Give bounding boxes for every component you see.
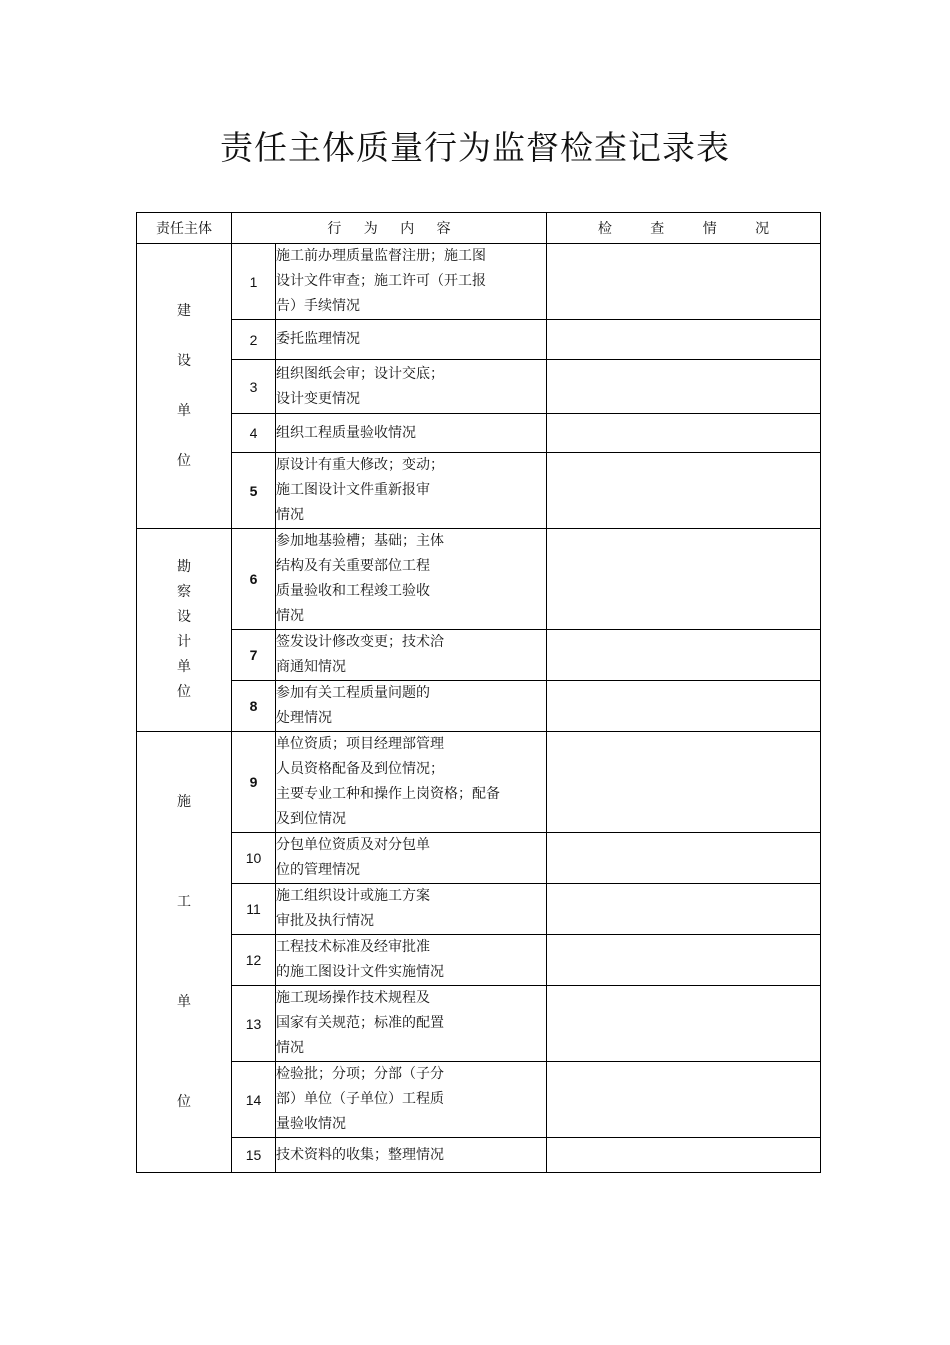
table-row <box>137 320 821 360</box>
party-label-char: 勘 <box>177 559 191 575</box>
behavior-content <box>276 630 547 681</box>
content-line: 施工现场操作技术规程及 <box>276 990 430 1006</box>
header-party: 责任主体 <box>137 213 232 244</box>
behavior-content <box>276 1138 547 1173</box>
behavior-content <box>276 1062 547 1138</box>
content-line: 告）手续情况 <box>276 298 360 314</box>
party-label-char: 施 <box>177 793 191 810</box>
content-line: 情况 <box>276 507 304 523</box>
party-label-char: 单 <box>177 402 191 419</box>
content-line: 施工图设计文件重新报审 <box>276 482 430 498</box>
item-number: 5 <box>232 453 276 529</box>
table-row <box>137 630 821 681</box>
item-number: 7 <box>232 630 276 681</box>
table-row <box>137 935 821 986</box>
check-result-cell[interactable] <box>547 360 821 414</box>
item-number: 9 <box>232 732 276 833</box>
content-line: 位的管理情况 <box>276 862 360 878</box>
table-row <box>137 1062 821 1138</box>
party-label-char: 位 <box>177 452 191 469</box>
responsible-party-cell <box>137 529 232 732</box>
content-line: 审批及执行情况 <box>276 913 374 929</box>
table-row <box>137 414 821 453</box>
item-number: 6 <box>232 529 276 630</box>
check-result-cell[interactable] <box>547 414 821 453</box>
check-result-cell[interactable] <box>547 732 821 833</box>
check-result-cell[interactable] <box>547 1062 821 1138</box>
table-row <box>137 681 821 732</box>
behavior-content <box>276 884 547 935</box>
table-row <box>137 833 821 884</box>
party-label-char: 单 <box>177 659 191 675</box>
content-line: 参加地基验槽；基础；主体 <box>276 533 444 549</box>
party-label-char: 计 <box>177 634 191 650</box>
content-line: 检验批；分项；分部（子分 <box>276 1066 444 1082</box>
table-row <box>137 529 821 630</box>
inspection-record-table <box>136 212 821 1173</box>
table-row <box>137 360 821 414</box>
content-line: 商通知情况 <box>276 659 346 675</box>
item-number: 10 <box>232 833 276 884</box>
content-line: 原设计有重大修改；变动； <box>276 457 444 473</box>
content-line: 工程技术标准及经审批准 <box>276 939 430 955</box>
responsible-party-cell <box>137 244 232 529</box>
table-row <box>137 244 821 320</box>
header-content: 行 为 内 容 <box>232 213 547 244</box>
check-result-cell[interactable] <box>547 681 821 732</box>
behavior-content <box>276 244 547 320</box>
table-row <box>137 884 821 935</box>
item-number: 14 <box>232 1062 276 1138</box>
behavior-content <box>276 833 547 884</box>
content-line: 处理情况 <box>276 710 332 726</box>
responsible-party-cell <box>137 732 232 1173</box>
party-label-char: 察 <box>177 584 191 600</box>
check-result-cell[interactable] <box>547 453 821 529</box>
content-line: 结构及有关重要部位工程 <box>276 558 430 574</box>
content-line: 情况 <box>276 608 304 624</box>
behavior-content <box>276 360 547 414</box>
content-line: 设计变更情况 <box>276 390 360 407</box>
behavior-content <box>276 453 547 529</box>
party-label-char: 位 <box>177 1093 191 1110</box>
check-result-cell[interactable] <box>547 529 821 630</box>
item-number: 1 <box>232 244 276 320</box>
check-result-cell[interactable] <box>547 630 821 681</box>
content-line: 签发设计修改变更；技术洽 <box>276 634 444 650</box>
content-line: 部）单位（子单位）工程质 <box>276 1091 444 1107</box>
item-number: 15 <box>232 1138 276 1173</box>
header-row <box>137 213 821 244</box>
table-row <box>137 1138 821 1173</box>
behavior-content <box>276 681 547 732</box>
party-label-char: 单 <box>177 993 191 1010</box>
check-result-cell[interactable] <box>547 833 821 884</box>
item-number: 4 <box>232 414 276 453</box>
item-number: 13 <box>232 986 276 1062</box>
content-line: 国家有关规范；标准的配置 <box>276 1015 444 1031</box>
party-label-char: 工 <box>177 893 191 910</box>
party-label-char: 建 <box>177 302 191 319</box>
check-result-cell[interactable] <box>547 986 821 1062</box>
content-line: 单位资质；项目经理部管理 <box>276 736 444 752</box>
item-number: 12 <box>232 935 276 986</box>
content-line: 组织图纸会审；设计交底； <box>276 365 444 382</box>
table-row <box>137 732 821 833</box>
behavior-content <box>276 732 547 833</box>
behavior-content <box>276 529 547 630</box>
header-check: 检 查 情 况 <box>547 213 821 244</box>
content-line: 分包单位资质及对分包单 <box>276 837 430 853</box>
content-line: 主要专业工种和操作上岗资格；配备 <box>276 786 500 802</box>
check-result-cell[interactable] <box>547 935 821 986</box>
behavior-content <box>276 414 547 453</box>
check-result-cell[interactable] <box>547 244 821 320</box>
content-line: 技术资料的收集；整理情况 <box>276 1146 444 1163</box>
check-result-cell[interactable] <box>547 1138 821 1173</box>
content-line: 质量验收和工程竣工验收 <box>276 583 430 599</box>
content-line: 组织工程质量验收情况 <box>276 424 416 441</box>
party-label-char: 位 <box>177 684 191 700</box>
behavior-content <box>276 986 547 1062</box>
party-label-char: 设 <box>177 609 191 625</box>
table-row <box>137 453 821 529</box>
item-number: 2 <box>232 320 276 360</box>
content-line: 情况 <box>276 1040 304 1056</box>
content-line: 委托监理情况 <box>276 331 360 347</box>
behavior-content <box>276 935 547 986</box>
content-line: 施工前办理质量监督注册；施工图 <box>276 248 486 264</box>
content-line: 人员资格配备及到位情况； <box>276 761 444 777</box>
item-number: 11 <box>232 884 276 935</box>
item-number: 8 <box>232 681 276 732</box>
table-row <box>137 986 821 1062</box>
content-line: 施工组织设计或施工方案 <box>276 888 430 904</box>
behavior-content <box>276 320 547 360</box>
content-line: 参加有关工程质量问题的 <box>276 685 430 701</box>
check-result-cell[interactable] <box>547 884 821 935</box>
content-line: 及到位情况 <box>276 811 346 827</box>
check-result-cell[interactable] <box>547 320 821 360</box>
content-line: 的施工图设计文件实施情况 <box>276 964 444 980</box>
content-line: 设计文件审查；施工许可（开工报 <box>276 273 486 289</box>
item-number: 3 <box>232 360 276 414</box>
document-title: 责任主体质量行为监督检查记录表 <box>220 128 730 167</box>
content-line: 量验收情况 <box>276 1116 346 1132</box>
party-label-char: 设 <box>177 352 191 369</box>
